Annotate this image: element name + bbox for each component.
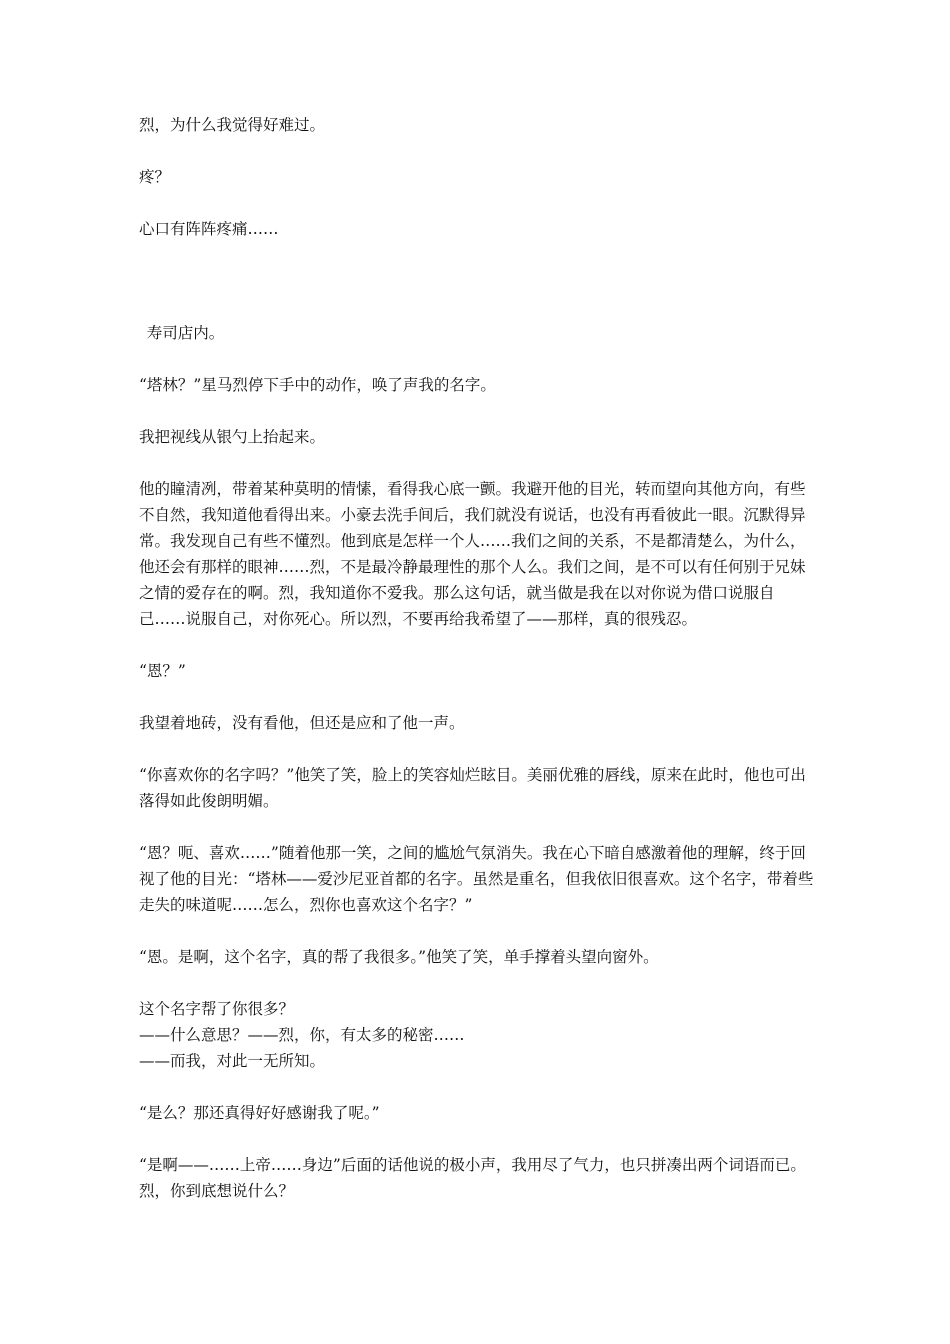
paragraph-9: 我望着地砖，没有看他，但还是应和了他一声。 bbox=[139, 714, 465, 732]
paragraph-6: 我把视线从银勺上抬起来。 bbox=[139, 428, 326, 446]
paragraph-13-line-3: ——而我，对此一无所知。 bbox=[139, 1052, 326, 1070]
paragraph-15: “是啊——……上帝……身边”后面的话他说的极小声，我用尽了气力，也只拼凑出两个词语而已。烈，你到底想说什么？ bbox=[139, 1156, 806, 1200]
paragraph-scene-heading: 寿司店内。 bbox=[146, 324, 225, 342]
paragraph-13-line-1: 这个名字帮了你很多？ bbox=[139, 1000, 295, 1018]
paragraph-3: 心口有阵阵疼痛…… bbox=[139, 220, 279, 238]
paragraph-10: “你喜欢你的名字吗？”他笑了笑，脸上的笑容灿烂眩目。美丽优雅的唇线，原来在此时，他也可出落得如此俊朗明媚。 bbox=[139, 766, 806, 810]
paragraph-13 bbox=[139, 996, 815, 1074]
section-gap bbox=[139, 268, 815, 320]
paragraph-11: “恩？呃、喜欢……”随着他那一笑，之间的尴尬气氛消失。我在心下暗自感激着他的理解，终于回视了他的目光：“塔林——爱沙尼亚首都的名字。虽然是重名，但我依旧很喜欢。这个名字，带着些走失的味道呢……怎么，烈你也喜欢这个名字？” bbox=[139, 844, 814, 914]
paragraph-14: “是么？那还真得好好感谢我了呢。” bbox=[139, 1104, 380, 1122]
document-page bbox=[139, 112, 815, 1204]
paragraph-1: 烈，为什么我觉得好难过。 bbox=[139, 116, 326, 134]
paragraph-5: “塔林？”星马烈停下手中的动作，唤了声我的名字。 bbox=[139, 376, 496, 394]
paragraph-8: “恩？” bbox=[139, 662, 186, 680]
paragraph-2: 疼？ bbox=[139, 168, 171, 186]
paragraph-12: “恩。是啊，这个名字，真的帮了我很多。”他笑了笑，单手撑着头望向窗外。 bbox=[139, 948, 659, 966]
paragraph-7: 他的瞳清冽，带着某种莫明的情愫，看得我心底一颤。我避开他的目光，转而望向其他方向，有些不自然，我知道他看得出来。小豪去洗手间后，我们就没有说话，也没有再看彼此一眼。沉默得异常。我发现自己有些不懂烈。他到底是怎样一个人……我们之间的关系，不是都清楚么，为什么，他还会有那样的眼神……烈，不是最冷静最理性的那个人么。我们之间，是不可以有任何别于兄妹之情的爱存在的啊。烈，我知道你不爱我。那么这句话，就当做是我在以对你说为借口说服自己……说服自己，对你死心。所以烈，不要再给我希望了——那样，真的很残忍。 bbox=[139, 480, 806, 628]
paragraph-13-line-2: ——什么意思？——烈，你，有太多的秘密…… bbox=[139, 1026, 465, 1044]
